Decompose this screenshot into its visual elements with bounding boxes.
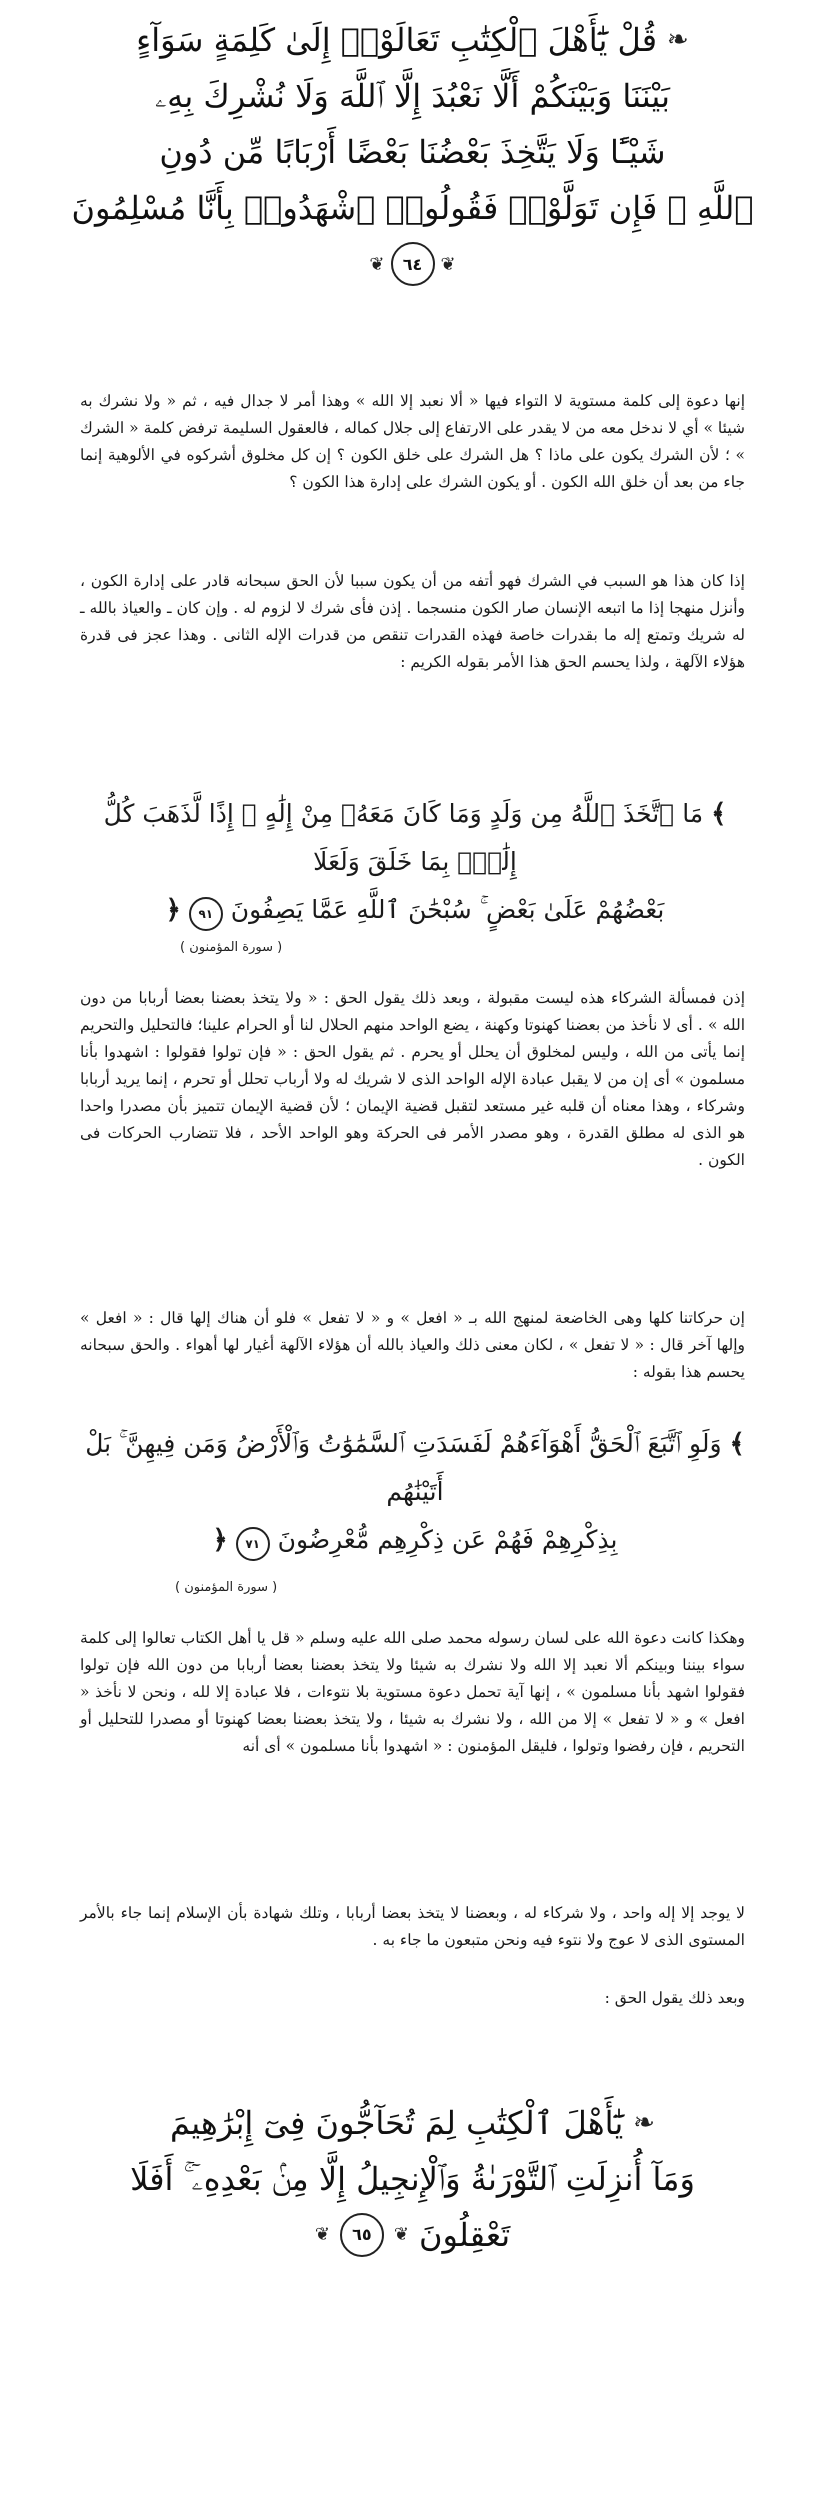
surah-reference: ( سورة المؤمنون ) [175,1580,278,1595]
brace-open-icon: ﴾ [711,799,727,829]
verse-line [90,2151,735,2207]
verse-text: وَمَآ أُنزِلَتِ ٱلتَّوْرَىٰةُ وَٱلْإِنجِيلُ إِلَّا مِنۢ بَعْدِهِۦٓ ۚ أَفَلَا [130,2160,695,2198]
quran-quote [70,1420,760,1564]
ayah-number: ٩١ [189,897,223,931]
verse-line [90,68,735,124]
quote-line [70,1420,760,1516]
verse-number-marker [90,242,735,286]
verse-text: قُلْ يَٰٓأَهْلَ ٱلْكِتَٰبِ تَعَالَوْا۟ إِلَىٰ كَلِمَةٍ سَوَآءٍ [136,21,658,59]
brace-close-icon: ﴿ [212,1525,228,1555]
commentary-paragraph: إنها دعوة إلى كلمة مستوية لا التواء فيها « ألا نعبد إلا الله » وهذا أمر لا جدال فيه ، ثم « ولا نشرك به شيئا » أي لا ندخل معه من لا يقدر على الارتفاع إلى جلال كماله ، فالعقول السليمة ترفض كلمة « الشرك » ؛ لأن الشرك يكون على ماذا ؟ هل الشرك على خلق الكون ؟ إن كل مخلوق أشركوه في الألوهية إنما جاء من بعد أن خلق الله الكون . أو يكون الشرك على إدارة هذا الكون ؟ [80,392,745,491]
wing-ornament-icon: ❦ [440,253,456,275]
wing-ornament-icon: ❦ [369,253,385,275]
quote-text: بِذِكْرِهِمْ فَهُمْ عَن ذِكْرِهِم مُّعْرِضُونَ [277,1525,618,1554]
quote-text: مَا ٱتَّخَذَ ٱللَّهُ مِن وَلَدٍ وَمَا كَانَ مَعَهُۥ مِنْ إِلَٰهٍ ۚ إِذًا لَّذَهَبَ كُلُّ إِلَٰهٍۭ بِمَا خَلَقَ وَلَعَلَا [103,799,704,876]
wing-ornament-icon: ❦ [393,2224,410,2245]
verse-text: يَٰٓأَهْلَ ٱلْكِتَٰبِ لِمَ تُحَآجُّونَ فِىٓ إِبْرَٰهِيمَ [169,2104,624,2142]
commentary-paragraph: إن حركاتنا كلها وهى الخاضعة لمنهج الله بـ « افعل » و « لا تفعل » فلو أن هناك إلها قال : « افعل » وإلها آخر قال : « لا تفعل » ، لكان معنى ذلك والعياذ بالله أن هؤلاء الآلهة أغيار لها أهواء . والحق سبحانه يحسم هذا بقوله : [80,1309,745,1381]
verse-text: شَيْـًٔا وَلَا يَتَّخِذَ بَعْضُنَا بَعْضًا أَرْبَابًا مِّن دُونِ [159,133,666,171]
ayah-number: ٦٥ [340,2213,384,2257]
verse-line [90,12,735,68]
top-verse-block [71,12,754,286]
verse-line [71,180,754,236]
verse-text: بَيْنَنَا وَبَيْنَكُمْ أَلَّا نَعْبُدَ إِلَّا ٱللَّهَ وَلَا نُشْرِكَ بِهِۦ [155,77,670,115]
quote-line [70,790,760,886]
quote-text: وَلَوِ ٱتَّبَعَ ٱلْحَقُّ أَهْوَآءَهُمْ لَفَسَدَتِ ٱلسَّمَٰوَٰتُ وَٱلْأَرْضُ وَمَن فِيهِنَّ ۚ بَلْ أَتَيْنَٰهُم [85,1429,722,1506]
commentary-paragraph: إذا كان هذا هو السبب في الشرك فهو أتفه من أن يكون سببا لأن الحق سبحانه قادر على إدارة الكون ، وأنزل منهجا إذا ما اتبعه الإنسان صار الكون منسجما . إذن فأى شرك لا لزوم له . وإن كان ـ والعياذ بالله ـ له شريك وتمتع إله ما بقدرات خاصة فهذه القدرات تنقص من قدرات الإله الثانى . وهذا عجز فى قدرة هؤلاء الآلهة ، ولذا يحسم الحق هذا الأمر بقوله الكريم : [80,572,745,671]
verse-line [90,124,735,180]
ayah-number: ٧١ [236,1527,270,1561]
quran-quote [70,790,760,934]
brace-close-icon: ﴿ [165,895,181,925]
quote-line [70,886,760,934]
quote-text: بَعْضُهُمْ عَلَىٰ بَعْضٍ ۚ سُبْحَٰنَ ٱللَّهِ عَمَّا يَصِفُونَ [230,895,665,924]
verse-text: ٱللَّهِ ۚ فَإِن تَوَلَّوْا۟ فَقُولُوا۟ ٱشْهَدُوا۟ بِأَنَّا مُسْلِمُونَ [71,189,754,227]
flourish-ornament-icon: ❧ [667,25,689,55]
verse-text: تَعْقِلُونَ [419,2216,511,2254]
brace-open-icon: ﴾ [729,1429,745,1459]
bottom-verse-block [90,2095,735,2263]
verse-line [90,2095,735,2151]
commentary-paragraph: وهكذا كانت دعوة الله على لسان رسوله محمد صلى الله عليه وسلم « قل يا أهل الكتاب تعالوا إلى كلمة سواء بيننا وبينكم ألا نعبد إلا الله ولا نشرك به شيئا ولا يتخذ بعضنا بعضا أربابا من دون الله فإن تولوا فقولوا اشهد بأنا مسلمون » ، إنها آية تحمل دعوة مستوية بلا نتوءات ، فلا عبادة إلا لله ، ونحن لا نأخذ « افعل » و « لا تفعل » إلا من الله ، ولا نشرك به شيئا ، ولا يتخذ بعضنا بعضا كهنوتا أو مصدرا للتحليل أو التحريم ، فإن رفضوا وتولوا ، فليقل المؤمنون : « اشهدوا بأنا مسلمون » أى أنه [80,1629,745,1755]
ayah-number: ٦٤ [391,242,435,286]
commentary-paragraph: وبعد ذلك يقول الحق : [604,1989,745,2007]
commentary-paragraph: لا يوجد إلا إله واحد ، ولا شركاء له ، وبعضنا لا يتخذ بعضا أربابا ، وتلك شهادة بأن الإسلام إنما جاء بالأمر المستوى الذى لا عوج ولا نتوء فيه ونحن متبعون ما جاء به . [80,1904,745,1949]
flourish-ornament-icon: ❧ [633,2108,656,2138]
commentary-paragraph: إذن فمسألة الشركاء هذه ليست مقبولة ، وبعد ذلك يقول الحق : « ولا يتخذ بعضنا بعضا أربابا من دون الله » . أى لا نأخذ من بعضنا كهنوتا وكهنة ، يضع الواحد منهم الحلال لنا أو الحرام علينا؛ فالتحليل والتحريم إنما يأتى من الله ، وليس لمخلوق أن يحلل أو يحرم . ثم يقول الحق : « فإن تولوا فقولوا : اشهدوا بأنا مسلمون » أى إن من لا يقبل عبادة الإله الواحد الذى لا شريك له ولا أرباب تحلل أو تحرم ، إنما يريد أربابا وشركاء ، وهذا معناه أن قلبه غير مستعد لتقبل قضية الإيمان ؛ لأن قضية الإيمان تتميز بأن مصدرا واحدا هو الذى له مطلق القدرة ، وهو مصدر الأمر فى الحركة وهو الواحد الأحد ، فلا تتضارب الحركات فى الكون . [80,989,745,1169]
wing-ornament-icon: ❦ [314,2224,330,2245]
surah-reference: ( سورة المؤمنون ) [180,940,283,955]
quote-line [70,1516,760,1564]
verse-line [90,2207,735,2263]
